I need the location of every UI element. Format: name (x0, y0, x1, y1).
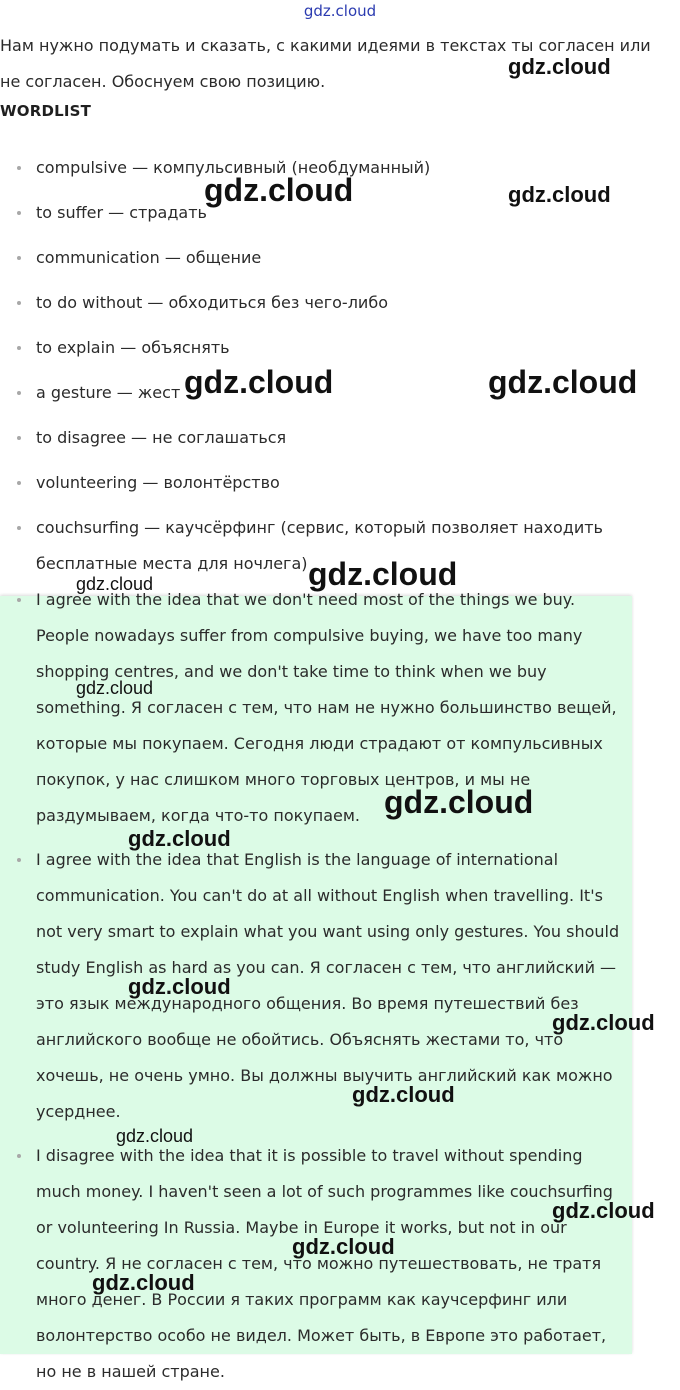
watermark: gdz.cloud (76, 678, 154, 698)
watermark: gdz.cloud (352, 1082, 455, 1107)
answer-item: I disagree with the idea that it is possible to travel without spending much money. I haven't seen a lot of such programmes like couchsurfing or volunteering In Russia. Maybe in Europe it works, but not in our country. Я не согласен с тем, что можно путешествовать, не тратя много денег. В России я таких программ как каучсерфинг или волонтерство особо не видел. Может быть, в Европе это работает, но не в нашей стране. (0, 1138, 632, 1390)
answer-item: I agree with the idea that we don't need most of the things we buy. People nowadays suffer from compulsive buying, we have too many shopping centres, and we don't take time to think when we buy something. Я согласен с тем, что нам не нужно большинство вещей, которые мы покупаем. Сегодня люди страдают от компульсивных покупок, у нас слишком много торговых центров, и мы не раздумываем, когда что-то покупаем. (0, 582, 632, 834)
watermark: gdz.cloud (552, 1010, 655, 1035)
watermark: gdz.cloud (384, 784, 534, 820)
wordlist-item: to explain — объяснять (0, 330, 640, 366)
wordlist-item: couchsurfing — каучсёрфинг (сервис, который позволяет находить бесплатные места для ночлега) (0, 510, 640, 582)
watermark: gdz.cloud (128, 974, 231, 999)
watermark: gdz.cloud (116, 1126, 194, 1146)
wordlist-item: to suffer — страдать (0, 195, 640, 231)
wordlist-item: communication — общение (0, 240, 640, 276)
site-watermark-top: gdz.cloud (303, 2, 377, 20)
watermark: gdz.cloud (552, 1198, 655, 1223)
watermark: gdz.cloud (92, 1270, 195, 1295)
wordlist-item: to do without — обходиться без чего-либо (0, 285, 640, 321)
wordlist-item: compulsive — компульсивный (необдуманный) (0, 150, 640, 186)
wordlist-title: WORDLIST (0, 102, 92, 120)
answer-item: I agree with the idea that English is the language of international communication. You can't do at all without English when travelling. It's not very smart to explain what you want using only gestures. You should study English as hard as you can. Я согласен с тем, что английский — это язык международного общения. Во время путешествий без английского вообще не обойтись. Объяснять жестами то, что хочешь, не очень умно. Вы должны выучить английский как можно усерднее. (0, 842, 632, 1130)
watermark: gdz.cloud (184, 364, 334, 400)
watermark: gdz.cloud (204, 172, 354, 208)
intro-text: Нам нужно подумать и сказать, с какими идеями в текстах ты согласен или не согласен. Обоснуем свою позицию. (0, 36, 651, 91)
wordlist-item: volunteering — волонтёрство (0, 465, 640, 501)
wordlist-item: a gesture — жест (0, 375, 640, 411)
answer-list (0, 582, 632, 1390)
watermark: gdz.cloud (508, 54, 611, 79)
watermark: gdz.cloud (308, 556, 458, 592)
watermark: gdz.cloud (488, 364, 638, 400)
watermark: gdz.cloud (508, 182, 611, 207)
watermark: gdz.cloud (128, 826, 231, 851)
watermark: gdz.cloud (76, 574, 154, 594)
wordlist-item: to disagree — не соглашаться (0, 420, 640, 456)
watermark: gdz.cloud (292, 1234, 395, 1259)
